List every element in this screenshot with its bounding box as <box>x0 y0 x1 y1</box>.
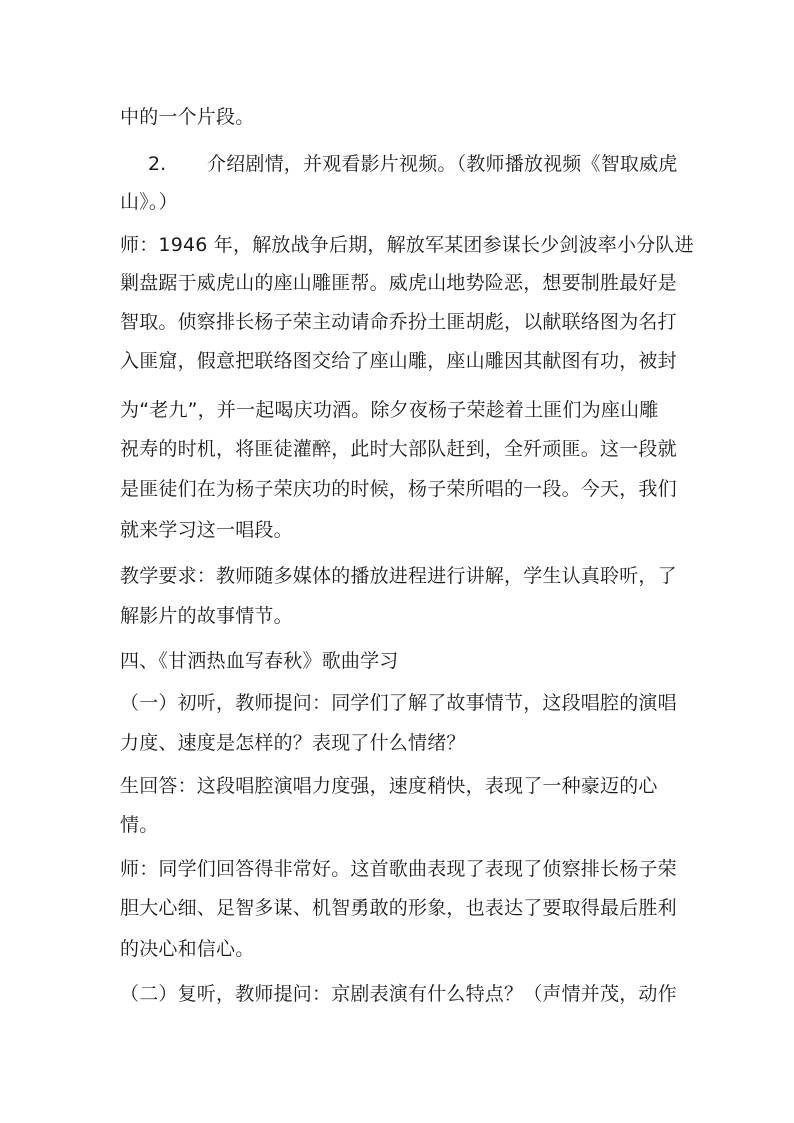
paragraph-line: 中的一个片段。 <box>120 106 255 128</box>
paragraph-line: （二）复听，教师提问：京剧表演有什么特点？（声情并茂，动作 <box>120 983 677 1005</box>
paragraph-line: 力度、速度是怎样的？表现了什么情绪？ <box>120 732 466 754</box>
paragraph-line: 为“老九”，并一起喝庆功酒。除夕夜杨子荣趁着土匪们为座山雕 <box>120 399 659 421</box>
paragraph-line: 介绍剧情，并观看影片视频。（教师播放视频《智取威虎 <box>207 153 678 175</box>
section-heading: 四、《甘洒热血写春秋》歌曲学习 <box>120 650 399 672</box>
paragraph-line: 教学要求：教师随多媒体的播放进程进行讲解，学生认真聆听，了 <box>120 565 677 587</box>
paragraph-line: 山》。） <box>120 191 178 213</box>
paragraph-line: 师：同学们回答得非常好。这首歌曲表现了表现了侦察排长杨子荣 <box>120 858 677 880</box>
paragraph-line: 祝寿的时机，将匪徒灌醉，此时大部队赶到，全歼顽匪。这一段就 <box>120 438 677 460</box>
paragraph-line: 情。 <box>120 814 159 836</box>
paragraph-line: （一）初听，教师提问：同学们了解了故事情节，这段唱腔的演唱 <box>120 692 677 714</box>
list-number: 2. <box>148 153 167 175</box>
paragraph-line: 入匪窟，假意把联络图交给了座山雕，座山雕因其献图有功，被封 <box>120 350 677 372</box>
paragraph-line: 的决心和信心。 <box>120 938 255 960</box>
paragraph-line: 就来学习这一唱段。 <box>120 519 293 541</box>
paragraph-line: 胆大心细、足智多谋、机智勇敢的形象，也表达了要取得最后胜利 <box>120 897 677 919</box>
paragraph-line: 生回答：这段唱腔演唱力度强，速度稍快，表现了一种豪迈的心 <box>120 775 658 797</box>
paragraph-line: 剿盘踞于威虎山的座山雕匪帮。威虎山地势险恶，想要制胜最好是 <box>120 272 677 294</box>
paragraph-line: 师：1946 年，解放战争后期，解放军某团参谋长少剑波率小分队进 <box>120 234 694 256</box>
paragraph-line: 智取。侦察排长杨子荣主动请命乔扮土匪胡彪，以献联络图为名打 <box>120 311 677 333</box>
paragraph-line: 解影片的故事情节。 <box>120 605 293 627</box>
paragraph-line: 是匪徒们在为杨子荣庆功的时候，杨子荣所唱的一段。今天，我们 <box>120 478 677 500</box>
